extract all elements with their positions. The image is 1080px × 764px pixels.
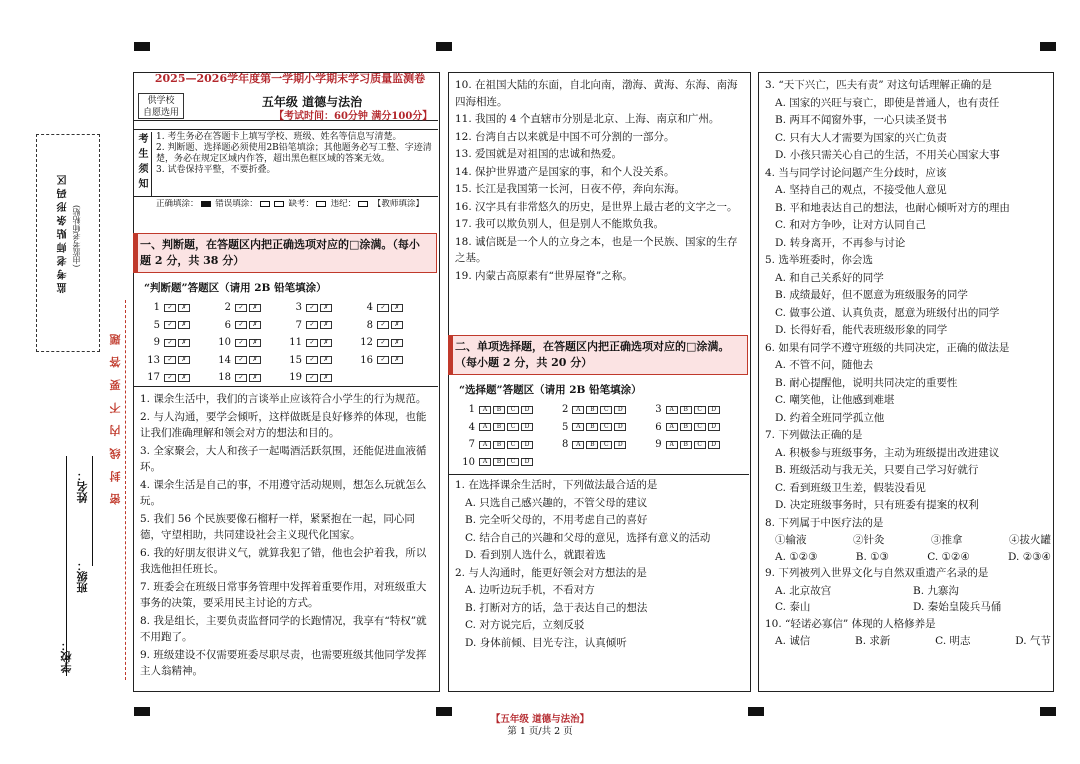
seal-line <box>125 300 126 680</box>
tf-bubble-grid <box>144 301 428 385</box>
note-3: 3. 试卷保持平整，不要折叠。 <box>156 165 276 175</box>
bubble-number: 10 <box>462 456 475 468</box>
bubble-number: 4 <box>468 421 475 433</box>
answer-bubble[interactable]: ✗ <box>178 374 190 382</box>
answer-bubble[interactable]: ✓ <box>164 304 176 312</box>
mc-option: B. 平和地表达自己的想法，也耐心倾听对方的理由 <box>775 201 1010 214</box>
answer-bubble[interactable]: ✓ <box>306 374 318 382</box>
mc-option: B. 打断对方的话，急于表达自己的想法 <box>465 601 648 614</box>
mc-option: B. 耐心提醒他，说明共同决定的重要性 <box>775 376 958 389</box>
info-line-1 <box>66 456 67 676</box>
bubble-number: 3 <box>295 302 302 314</box>
page-footer <box>0 714 1080 738</box>
tf-question: 10. 在祖国大陆的东面，自北向南，渤海、黄海、东海、南海四海相连。 <box>455 79 738 108</box>
answer-bubble[interactable]: B <box>680 406 692 414</box>
answer-bubble[interactable]: ✓ <box>235 321 247 329</box>
tf-bubble-cell <box>215 371 286 385</box>
tf-question: 18. 诚信既是一个人的立身之本，也是一个民族、国家的生存之基。 <box>455 235 738 264</box>
answer-bubble[interactable]: D <box>614 423 626 431</box>
mc-question: 2. 与人沟通时，能更好领会对方想法的是 <box>455 566 647 579</box>
tf-question: 16. 汉字具有非常悠久的历史，是世界上最古老的文字之一。 <box>455 200 738 213</box>
mc-bubble-cell <box>552 421 645 435</box>
answer-bubble[interactable]: D <box>614 406 626 414</box>
note-1: 1. 考生务必在答题卡上填写学校、班级、姓名等信息写清楚。 <box>156 132 402 142</box>
bubble-number: 1 <box>468 404 475 416</box>
name-label: 姓名： <box>76 470 89 503</box>
mc-question: 1. 在选择课余生活时，下列做法最合适的是 <box>455 479 658 491</box>
tf-question: 17. 我可以欺负别人，但是别人不能欺负我。 <box>455 218 665 230</box>
answer-bubble[interactable]: ✗ <box>249 374 261 382</box>
mc-items-col3 <box>765 77 1051 650</box>
answer-bubble[interactable]: ✗ <box>178 304 190 312</box>
tf-bubble-cell <box>215 319 286 333</box>
answer-bubble[interactable]: C <box>600 406 612 414</box>
mc-answer-area <box>449 379 749 475</box>
answer-bubble[interactable]: ✗ <box>391 339 403 347</box>
tf-question: 9. 班级建设不仅需要班委尽职尽责，也需要班级其他同学发挥主人翁精神。 <box>140 648 427 677</box>
column-1 <box>133 72 440 692</box>
mc-option: C. 做事公道、认真负责，愿意为班级付出的同学 <box>775 306 1000 319</box>
mc-answer-area-title: “选择题”答题区（请用 2B 铅笔填涂） <box>459 384 642 396</box>
answer-bubble[interactable]: D <box>521 458 533 466</box>
mc-bubble-cell <box>646 403 739 417</box>
mc-option: C. 结合自己的兴趣和父母的意见，选择有意义的活动 <box>465 531 711 544</box>
mc-option: D. 决定班级事务时，只有班委有提案的权利 <box>775 499 979 511</box>
bubble-number: 15 <box>289 354 302 366</box>
answer-bubble[interactable]: ✓ <box>377 321 389 329</box>
answer-bubble[interactable]: ✓ <box>235 339 247 347</box>
answer-bubble[interactable]: ✓ <box>164 374 176 382</box>
mc-option: A. 积极参与班级事务，主动为班级提出改进建议 <box>775 446 1000 459</box>
correct-fill-label: 正确填涂： <box>156 199 199 209</box>
violation-box[interactable] <box>358 201 368 207</box>
tf-question: 1. 课余生活中，我们的言谈举止应该符合小学生的行为规范。 <box>140 393 427 405</box>
usage-tag-line2: 自愿选用 <box>142 108 179 118</box>
answer-bubble[interactable]: C <box>694 406 706 414</box>
wrong-fill-sample-1 <box>260 201 270 207</box>
answer-bubble[interactable]: C <box>507 458 519 466</box>
bubble-number: 5 <box>153 319 160 331</box>
bubble-number: 11 <box>289 337 302 349</box>
usage-tag <box>138 93 184 119</box>
mc-option: A. 坚持自己的观点，不接受他人意见 <box>775 184 947 196</box>
answer-bubble[interactable]: ✓ <box>306 304 318 312</box>
section-2-header: 二、单项选择题，在答题区内把正确选项对应的□涂满。（每小题 2 分，共 20 分） <box>448 335 748 375</box>
mc-bubble-cell <box>459 403 552 417</box>
answer-bubble[interactable]: D <box>521 441 533 449</box>
mc-option: D. 约着全班同学孤立他 <box>775 411 885 424</box>
answer-bubble[interactable]: A <box>572 441 584 449</box>
mc-bubble-cell <box>552 438 645 452</box>
bubble-number: 6 <box>655 421 662 433</box>
bubble-number: 8 <box>366 319 373 331</box>
answer-bubble[interactable]: B <box>586 441 598 449</box>
mc-items-col2 <box>455 477 747 652</box>
name-field[interactable] <box>76 470 91 503</box>
mc-option: A. 诚信 <box>775 635 811 647</box>
answer-bubble[interactable]: ✗ <box>320 356 332 364</box>
tf-question: 14. 保护世界遗产是国家的事，和个人没关系。 <box>455 165 675 178</box>
mc-statement: ③推拿 <box>931 534 963 546</box>
answer-bubble[interactable]: ✗ <box>249 304 261 312</box>
absent-label: 缺考： <box>288 199 314 209</box>
answer-bubble[interactable]: ✗ <box>391 321 403 329</box>
answer-bubble[interactable]: ✗ <box>320 321 332 329</box>
wrong-fill-label: 错误填涂： <box>215 199 258 209</box>
mc-question: 3. “天下兴亡，匹夫有责” 对这句话理解正确的是 <box>765 79 992 91</box>
wrong-fill-sample-2 <box>274 201 284 207</box>
bubble-number: 9 <box>655 439 662 451</box>
answer-bubble[interactable]: ✗ <box>320 339 332 347</box>
bubble-number: 9 <box>153 337 160 349</box>
mc-option: C. 看到班级卫生差，假装没看见 <box>775 481 926 494</box>
mc-option: B. 完全听父母的，不用考虑自己的喜好 <box>465 514 648 526</box>
bubble-number: 18 <box>218 372 231 384</box>
answer-bubble[interactable]: ✓ <box>235 374 247 382</box>
answer-bubble[interactable]: ✓ <box>306 339 318 347</box>
mc-statement: ②针灸 <box>853 534 885 546</box>
answer-bubble[interactable]: ✓ <box>164 339 176 347</box>
mc-bubble-cell <box>459 456 552 470</box>
tf-items-col1 <box>140 391 434 681</box>
mc-option: C. ①②④ <box>927 550 970 563</box>
answer-bubble[interactable]: ✗ <box>391 304 403 312</box>
answer-bubble[interactable]: ✓ <box>164 356 176 364</box>
mc-option: B. ①③ <box>855 550 889 563</box>
mc-question: 4. 当与同学讨论问题产生分歧时，应该 <box>765 166 947 179</box>
registration-mark-top-mid <box>436 42 452 51</box>
mc-question: 5. 选举班委时，你会选 <box>765 254 873 266</box>
answer-bubble[interactable]: ✗ <box>178 356 190 364</box>
mc-bubble-cell <box>646 421 739 435</box>
answer-bubble[interactable]: B <box>680 423 692 431</box>
teacher-fill-label: 【教师填涂】 <box>372 199 424 209</box>
bubble-number: 4 <box>366 302 373 314</box>
tf-bubble-cell <box>144 336 215 350</box>
mc-statement: ①输液 <box>775 534 807 546</box>
answer-bubble[interactable]: B <box>586 406 598 414</box>
tf-answer-area-title: “判断题”答题区（请用 2B 铅笔填涂） <box>144 282 327 294</box>
answer-bubble[interactable]: C <box>507 406 519 414</box>
answer-bubble[interactable]: B <box>493 406 505 414</box>
tf-bubble-cell <box>357 301 428 315</box>
bubble-number: 1 <box>153 302 160 314</box>
tf-question: 12. 台湾自古以来就是中国不可分割的一部分。 <box>455 130 675 143</box>
tf-bubble-cell <box>357 336 428 350</box>
bubble-number: 17 <box>147 372 160 384</box>
answer-bubble[interactable]: ✗ <box>249 321 261 329</box>
mc-option: B. 成绩最好，但不愿意为班级服务的同学 <box>775 289 968 301</box>
answer-bubble[interactable]: ✓ <box>235 304 247 312</box>
mc-bubble-cell <box>552 403 645 417</box>
tf-question: 4. 课余生活是自己的事，不用遵守活动规则，想怎么玩就怎么玩。 <box>140 478 427 507</box>
mc-option: D. 看到别人选什么，就跟着选 <box>465 549 606 561</box>
tf-question: 19. 内蒙古高原素有“世界屋脊”之称。 <box>455 269 633 282</box>
tf-items-col2 <box>455 77 747 285</box>
mc-option: A. 边听边玩手机，不看对方 <box>465 584 595 596</box>
notes-label: 考生须知 <box>136 132 152 196</box>
mc-option: B. 班级活动与我无关，只要自己学习好就行 <box>775 464 979 476</box>
mc-option: A. 国家的兴旺与衰亡，即使是普通人，也有责任 <box>775 96 1000 109</box>
class-label: 班级： <box>76 560 89 593</box>
mc-bubble-cell <box>646 438 739 452</box>
tf-bubble-cell <box>357 354 428 368</box>
answer-bubble[interactable]: ✗ <box>178 321 190 329</box>
mc-bubble-cell <box>459 438 552 452</box>
answer-bubble[interactable]: C <box>694 441 706 449</box>
tf-bubble-cell <box>144 354 215 368</box>
answer-bubble[interactable]: A <box>572 423 584 431</box>
answer-bubble[interactable]: ✓ <box>377 356 389 364</box>
mc-option: A. 北京故宫 <box>775 584 832 597</box>
mc-option: A. 和自己关系好的同学 <box>775 271 884 284</box>
answer-bubble[interactable]: C <box>507 441 519 449</box>
tf-question: 13. 爱国就是对祖国的忠诚和热爱。 <box>455 148 623 160</box>
answer-bubble[interactable]: ✗ <box>391 356 403 364</box>
answer-bubble[interactable]: A <box>572 406 584 414</box>
answer-bubble[interactable]: B <box>493 441 505 449</box>
column-3 <box>758 72 1054 692</box>
mc-statements <box>765 532 1051 549</box>
tf-bubble-cell <box>144 319 215 333</box>
answer-bubble[interactable]: C <box>694 423 706 431</box>
tf-bubble-cell <box>144 301 215 315</box>
tf-question: 7. 班委会在班级日常事务管理中发挥着重要作用，对班级重大事务的决策，要采用民主讨论的方式。 <box>140 580 427 609</box>
mc-option: D. 长得好看，能代表班级形象的同学 <box>775 324 948 336</box>
answer-bubble[interactable]: A <box>479 406 491 414</box>
column-2 <box>448 72 751 692</box>
tf-bubble-cell <box>144 371 215 385</box>
answer-bubble[interactable]: A <box>479 441 491 449</box>
exam-title: 2025—2026学年度第一学期小学期末学习质量监测卷 <box>154 72 426 85</box>
registration-mark-top-right <box>1040 42 1056 51</box>
tf-question: 3. 全家聚会，大人和孩子一起喝酒活跃氛围，还能促进血液循环。 <box>140 444 427 473</box>
mc-question: 9. 下列被列入世界文化与自然双重遗产名录的是 <box>765 567 989 579</box>
mc-option: A. 不管不问，随他去 <box>775 359 874 371</box>
tf-question: 11. 我国的 4 个直辖市分别是北京、上海、南京和广州。 <box>455 113 720 125</box>
answer-bubble[interactable]: ✓ <box>164 321 176 329</box>
bubble-number: 7 <box>295 319 302 331</box>
footer-subject: 【五年级 道德与法治】 <box>490 714 590 725</box>
answer-bubble[interactable]: C <box>600 441 612 449</box>
tf-bubble-cell <box>357 319 428 333</box>
answer-bubble[interactable]: A <box>666 406 678 414</box>
answer-bubble[interactable]: ✓ <box>377 339 389 347</box>
mc-question: 8. 下列属于中医疗法的是 <box>765 516 884 529</box>
bubble-number: 16 <box>360 354 373 366</box>
absent-box[interactable] <box>316 201 326 207</box>
mc-question: 10. “轻诺必寡信” 体现的人格修养是 <box>765 617 936 630</box>
answer-bubble[interactable]: C <box>600 423 612 431</box>
mc-option: C. 和对方争吵，让对方认同自己 <box>775 219 926 231</box>
mc-statement: ④拔火罐 <box>1009 534 1051 546</box>
registration-mark-top-left <box>134 42 150 51</box>
answer-bubble[interactable]: ✗ <box>249 339 261 347</box>
bubble-number: 5 <box>561 421 569 433</box>
usage-tag-line1: 供学校 <box>147 96 175 106</box>
answer-bubble[interactable]: D <box>521 406 533 414</box>
mc-option: B. 九寨沟 <box>913 584 959 597</box>
tf-bubble-cell <box>286 371 357 385</box>
answer-bubble[interactable]: A <box>479 423 491 431</box>
tf-question: 15. 长江是我国第一长河，日夜不停，奔向东海。 <box>455 183 686 195</box>
bubble-number: 2 <box>224 302 231 314</box>
answer-bubble[interactable]: C <box>507 423 519 431</box>
violation-label: 违纪： <box>330 199 357 209</box>
barcode-area-label: 监 考 老 师 贴 条 形 码 区 <box>58 175 69 293</box>
school-label: 学校： <box>60 640 73 673</box>
bubble-number: 8 <box>561 439 569 451</box>
answer-bubble[interactable]: ✓ <box>377 304 389 312</box>
bubble-number: 6 <box>224 319 231 331</box>
subject-title: 五年级 道德与法治 <box>261 95 363 109</box>
class-field[interactable] <box>76 560 91 593</box>
mc-option: B. 求新 <box>855 635 891 647</box>
barcode-area <box>36 134 100 352</box>
correct-fill-sample <box>201 201 211 207</box>
mc-bubble-cell <box>459 421 552 435</box>
tf-question: 5. 我们 56 个民族要像石榴籽一样，紧紧抱在一起，同心同德，守望相助，共同建设社会主义现代化国家。 <box>140 512 415 541</box>
tf-question: 2. 与人沟通，要学会倾听，这样做既是良好修养的体现，也能让我们准确理解和领会对方的想法和目的。 <box>140 410 427 439</box>
mc-option: D. 身体前倾、目光专注，认真倾听 <box>465 636 627 649</box>
tf-answer-area <box>134 277 438 387</box>
answer-bubble[interactable]: ✗ <box>178 339 190 347</box>
bubble-number: 10 <box>218 337 231 349</box>
mc-option: B. 两耳不闻窗外事，一心只读圣贤书 <box>775 114 947 126</box>
answer-bubble[interactable]: B <box>493 458 505 466</box>
mc-option: C. 泰山 <box>775 601 811 613</box>
answer-bubble[interactable]: D <box>614 441 626 449</box>
tf-bubble-cell <box>286 301 357 315</box>
mc-option: D. 秦始皇陵兵马俑 <box>913 601 1002 613</box>
bubble-number: 7 <box>468 439 475 451</box>
bubble-number: 2 <box>561 404 569 416</box>
answer-bubble[interactable]: A <box>666 423 678 431</box>
mc-bubble-grid <box>459 403 739 469</box>
tf-question: 8. 我是组长，主要负责监督同学的长跑情况，我享有“特权”就不用跑了。 <box>140 614 427 643</box>
answer-bubble[interactable]: B <box>493 423 505 431</box>
answer-bubble[interactable]: B <box>586 423 598 431</box>
mc-option: C. 嘲笑他，让他感到难堪 <box>775 394 895 406</box>
answer-bubble[interactable]: ✗ <box>320 304 332 312</box>
seal-warning: 密 封 线 内 不 要 答 题 <box>109 330 122 505</box>
bubble-number: 12 <box>360 337 373 349</box>
bubble-number: 3 <box>655 404 662 416</box>
tf-bubble-cell <box>215 354 286 368</box>
notes-box <box>134 129 438 197</box>
answer-bubble[interactable]: A <box>666 441 678 449</box>
mc-option: A. 只选自己感兴趣的，不管父母的建议 <box>465 496 648 509</box>
notes-text <box>156 132 434 176</box>
mc-options-grid <box>765 583 1051 616</box>
answer-bubble[interactable]: ✗ <box>320 374 332 382</box>
section-1-header: 一、判断题，在答题区内把正确选项对应的□涂满。（每小题 2 分，共 38 分） <box>133 233 437 273</box>
school-field[interactable] <box>60 640 75 673</box>
mc-question: 6. 如果有同学不遵守班级的共同决定，正确的做法是 <box>765 341 1010 354</box>
answer-bubble[interactable]: B <box>680 441 692 449</box>
tf-question: 6. 我的好朋友很讲义气，就算我犯了错，他也会护着我，所以我选他担任班长。 <box>140 546 427 575</box>
answer-bubble[interactable]: D <box>708 423 720 431</box>
mc-option: D. 气节 <box>1015 635 1051 647</box>
answer-bubble[interactable]: D <box>708 441 720 449</box>
mc-option: C. 只有大人才需要为国家的兴亡负责 <box>775 131 947 144</box>
mc-option: D. 转身离开，不再参与讨论 <box>775 236 906 249</box>
mc-option: D. 小孩只需关心自己的生活，不用关心国家大事 <box>775 149 1000 161</box>
footer-page-number: 第 1 页/共 2 页 <box>507 726 573 737</box>
note-2: 2. 判断题、选择题必须使用2B铅笔填涂；其他题务必写工整、字迹清楚，务必在规定区域内作答，超出黑色框区域的答案无效。 <box>156 143 432 164</box>
answer-bubble[interactable]: ✓ <box>306 356 318 364</box>
tf-bubble-cell <box>215 336 286 350</box>
tf-bubble-cell <box>286 319 357 333</box>
exam-time: 【考试时间：60分钟 满分100分】 <box>274 111 433 122</box>
tf-bubble-cell <box>286 354 357 368</box>
answer-bubble[interactable]: D <box>521 423 533 431</box>
barcode-area-note: (由监考老师粘贴) <box>72 205 81 268</box>
answer-bubble[interactable]: A <box>479 458 491 466</box>
mc-option: A. ①②③ <box>775 550 818 563</box>
answer-bubble[interactable]: D <box>708 406 720 414</box>
tf-bubble-cell <box>215 301 286 315</box>
bubble-number: 14 <box>218 354 231 366</box>
answer-bubble[interactable]: ✓ <box>306 321 318 329</box>
bubble-number: 19 <box>289 372 302 384</box>
mc-option: C. 对方说完后，立刻反驳 <box>465 619 585 631</box>
bubble-number: 13 <box>147 354 160 366</box>
tf-bubble-cell <box>286 336 357 350</box>
answer-bubble[interactable]: ✓ <box>235 356 247 364</box>
info-line-2 <box>92 456 93 566</box>
mc-option: C. 明志 <box>935 635 971 647</box>
mc-question: 7. 下列做法正确的是 <box>765 429 863 441</box>
answer-bubble[interactable]: ✗ <box>249 356 261 364</box>
mc-option: D. ②③④ <box>1008 550 1051 563</box>
mc-options-row <box>765 549 1051 566</box>
mc-options-row <box>765 633 1051 650</box>
fill-example-row <box>134 199 438 215</box>
